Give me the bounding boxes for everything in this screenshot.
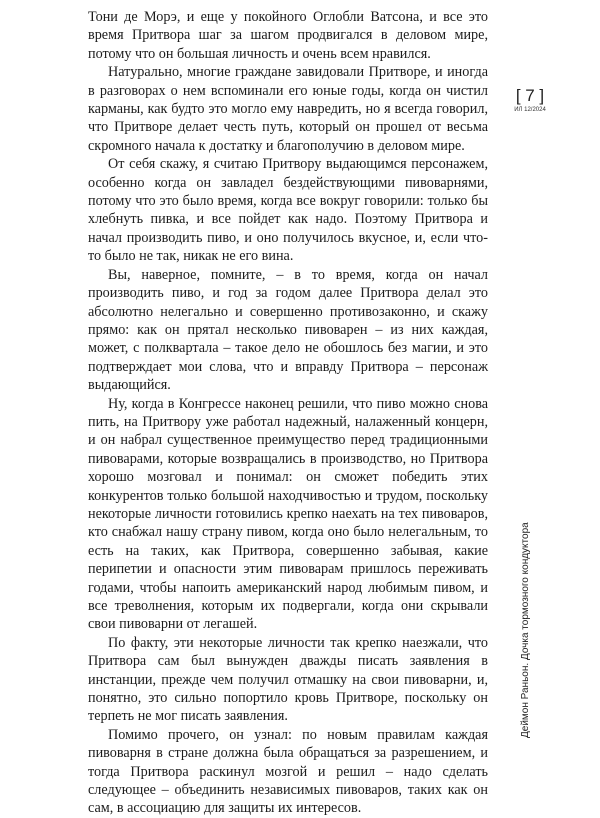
paragraph: Натурально, многие граждане завидовали Притворе, и иногда в разговорах о нем вспоминали его юные годы, когда он чистил карманы, как будто это могло ему навредить, но я всегда говорил, что Притворе делает честь путь, который он прошел от весьма скромного начала к достатку и благополучию в деловом мире. [88, 64, 488, 154]
paragraph: Ну, когда в Конгрессе наконец решили, что пиво можно снова пить, на Притвору уже работал надежный, налаженный концерн, и он набрал существенное преимущество перед традиционными пивоварами, которые возвращались в производство, но Притвора хорошо мозговал и понимал: он сможет победить этих конкурентов только большой находчивостью и трудом, поскольку некоторые личности готовились крепко наехать на тех пивоваров, кто снабжал нашу страну пивом, когда оно было нелегальным, то есть на таких, как Притвора, совершенно забывая, какие перипетии и опасности этим пивоварам пришлось переживать годами, чтобы напоить американский народ любимым пивом, и все треволнения, которым их подвергали, когда они скрывали свои пивоварни от легашей. [88, 395, 488, 633]
paragraph: Помимо прочего, он узнал: по новым правилам каждая пивоварня в стране должна была обращаться за разрешением, и тогда Притвора раскинул мозгой и решил – надо сделать следующее – объединить независимых пивоваров, таких как он сам, в ассоциацию для защиты их интересов. [88, 726, 488, 817]
page-number: [ 7 ] [515, 86, 545, 105]
page-badge [508, 86, 552, 113]
paragraph: По факту, эти некоторые личности так крепко наезжали, что Притвора сам был вынужден дважды писать заявления в инстанции, прежде чем получил отмашку на свои пивоварни, и, понятно, это сильно попортило кровь Притворе, поскольку он терпеть не мог писать заявления. [88, 634, 488, 725]
paragraph: От себя скажу, я считаю Притвору выдающимся персонажем, особенно когда он завладел бездействующими пивоварнями, потому что это было время, когда все вокруг говорили: только бы хлебнуть пивка, и все пойдет как надо. Поэтому Притвора и начал производить пиво, и оно получилось вкусное, и, если что-то было не так, никак не его вина. [88, 156, 488, 265]
paragraph: Вы, наверное, помните, – в то время, когда он начал производить пиво, и год за годом далее Притвора делал это абсолютно нелегально и совершенно противозаконно, и скажу прямо: как он прятал несколько пивоварен – из них каждая, может, с полквартала – такое дело не обошлось без магии, и это подтверждает мои слова, что и вправду Притвора – персонаж выдающийся. [88, 266, 488, 394]
issue-label: ИЛ 12/2024 [514, 107, 546, 113]
paragraph: Тони де Морэ, и еще у покойного Оглобли Ватсона, и все это время Притвора шаг за шагом продвигался в деловом мире, потому что он большая личность и очень всем нравился. [88, 9, 488, 62]
running-title: Деймон Раньон. Дочка тормозного кондуктора [520, 522, 531, 738]
article-body [88, 8, 488, 818]
